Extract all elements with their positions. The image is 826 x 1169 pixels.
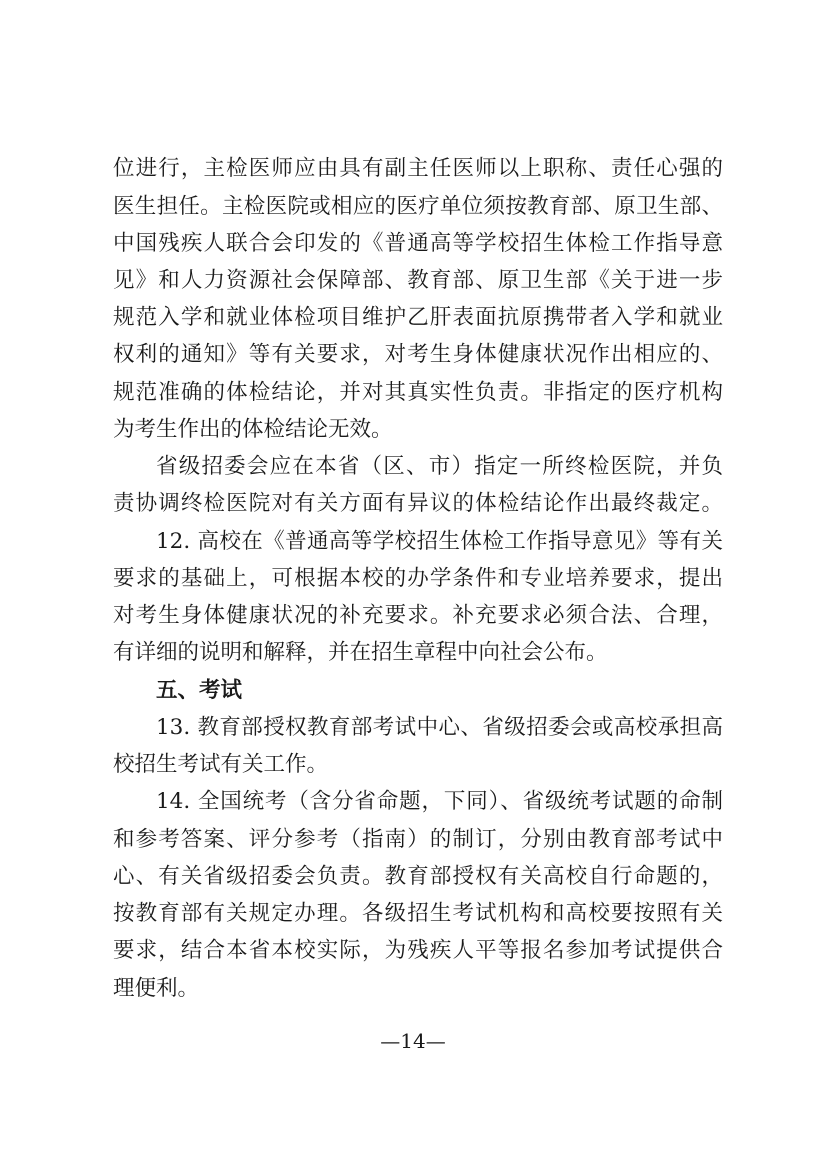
paragraph-start-line: 14. 全国统考（含分省命题，下同）、省级统考试题的命制 <box>156 789 723 814</box>
paragraph-start-line: 13. 教育部授权教育部考试中心、省级招委会或高校承担高 <box>156 715 723 740</box>
text-line: 对考生身体健康状况的补充要求。补充要求必须合法、合理， <box>113 603 723 628</box>
text-line: 要求，结合本省本校实际，为残疾人平等报名参加考试提供合 <box>113 938 723 963</box>
text-line: 中国残疾人联合会印发的《普通高等学校招生体检工作指导意 <box>113 231 723 256</box>
text-line: 有详细的说明和解释，并在招生章程中向社会公布。 <box>113 640 608 665</box>
text-line: 按教育部有关规定办理。各级招生考试机构和高校要按照有关 <box>113 901 723 926</box>
text-line: 要求的基础上，可根据本校的办学条件和专业培养要求，提出 <box>113 566 723 591</box>
paragraph-start-line: 省级招委会应在本省（区、市）指定一所终检医院，并负 <box>156 454 723 479</box>
text-line: 见》和人力资源社会保障部、教育部、原卫生部《关于进一步 <box>113 268 723 293</box>
text-line: 理便利。 <box>113 976 200 1001</box>
text-line: 权利的通知》等有关要求，对考生身体健康状况作出相应的、 <box>113 342 723 367</box>
text-line: 位进行，主检医师应由具有副主任医师以上职称、责任心强的 <box>113 156 723 181</box>
text-line: 医生担任。主检医院或相应的医疗单位须按教育部、原卫生部、 <box>113 194 723 219</box>
page-number: —14— <box>380 1029 446 1053</box>
text-line: 规范入学和就业体检项目维护乙肝表面抗原携带者入学和就业 <box>113 305 723 330</box>
text-line: 为考生作出的体检结论无效。 <box>113 417 393 442</box>
text-line: 和参考答案、评分参考（指南）的制订，分别由教育部考试中 <box>113 827 723 852</box>
text-line: 校招生考试有关工作。 <box>113 752 329 777</box>
paragraph-start-line: 12. 高校在《普通高等学校招生体检工作指导意见》等有关 <box>156 529 723 554</box>
text-line: 规范准确的体检结论，并对其真实性负责。非指定的医疗机构 <box>113 380 723 405</box>
text-line: 责协调终检医院对有关方面有异议的体检结论作出最终裁定。 <box>113 491 723 516</box>
section-heading: 五、考试 <box>156 678 243 703</box>
text-line: 心、有关省级招委会负责。教育部授权有关高校自行命题的， <box>113 864 723 889</box>
